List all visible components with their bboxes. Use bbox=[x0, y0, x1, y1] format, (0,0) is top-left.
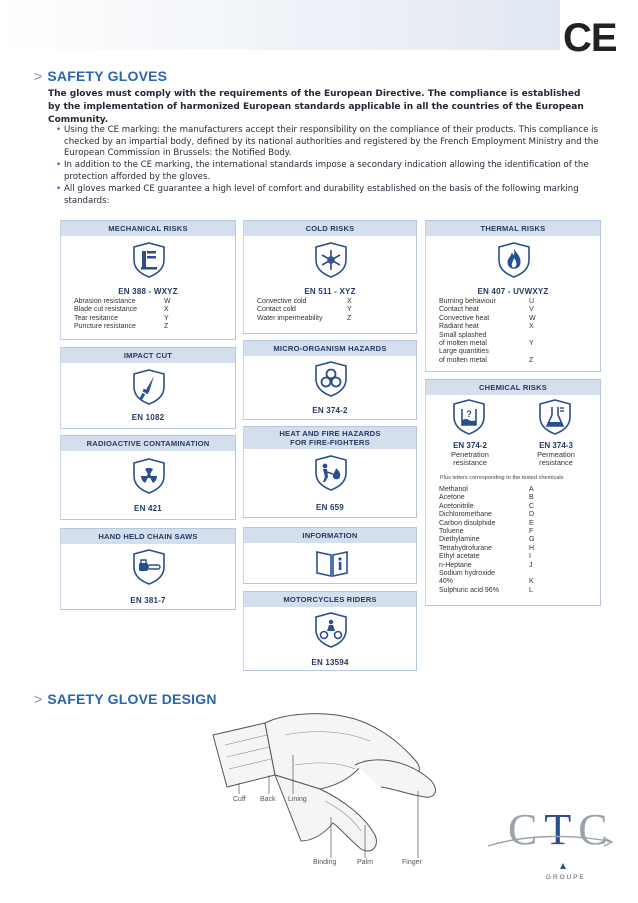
card-mechanical-risks: MECHANICAL RISKS EN 388 - WXYZ Abrasion resistance W Blade cut resistance X Tear resitance Y Puncture resistance Z bbox=[60, 220, 236, 340]
motorcycle-icon bbox=[314, 612, 348, 648]
thermal-rows: Burning behaviour U Contact heat V Convective heat W Radiant heat X Small splashed of molten metal Y Large quantities of molten metal Z bbox=[439, 298, 536, 364]
label-binding: Binding bbox=[313, 859, 337, 866]
logo-groupe: GROUPE bbox=[546, 874, 586, 881]
chemical-rows: Methanol A Acetone B Acetonitrile C Dichloromethane D Carbon disulphide E Toluene F Diethylamine G Tetrahydrofurane H Ethyl acetate I n-Heptane J Sodium hydroxide 40% K Sulphuric acid 96% L bbox=[439, 486, 535, 594]
mechanical-risk-icon bbox=[132, 242, 166, 278]
card-thermal-risks: THERMAL RISKS EN 407 - UVWXYZ Burning behaviour U Contact heat V Convective heat W Radiant heat X Small splashed of molten metal Y Large quantities of molten metal Z bbox=[425, 220, 601, 372]
book-info-icon bbox=[314, 547, 350, 579]
flask-icon bbox=[538, 399, 572, 435]
logo-swoosh bbox=[486, 832, 614, 854]
section-title-safety-gloves: > SAFETY GLOVES bbox=[34, 68, 168, 84]
card-micro-organism: MICRO-ORGANISM HAZARDS EN 374-2 bbox=[243, 340, 417, 420]
bullet-list bbox=[56, 125, 606, 208]
chainsaw-icon bbox=[132, 549, 166, 585]
ctc-logo: CTC bbox=[508, 805, 615, 854]
card-motorcycles-riders: MOTORCYCLES RIDERS EN 13594 bbox=[243, 591, 417, 671]
card-radioactive-contamination: RADIOACTIVE CONTAMINATION EN 421 bbox=[60, 435, 236, 520]
fire-card-title: HEAT AND FIRE HAZARDS FOR FIRE-FIGHTERS bbox=[244, 427, 416, 449]
card-information: INFORMATION bbox=[243, 527, 417, 584]
label-cuff: Cuff bbox=[233, 796, 246, 803]
snowflake-icon bbox=[314, 242, 348, 278]
radiation-icon bbox=[132, 458, 166, 494]
bullet-item: • In addition to the CE marking, the international standards impose a secondary indication allowing the identification of the protection afforded by the gloves. bbox=[56, 160, 606, 183]
label-palm: Palm bbox=[357, 859, 373, 866]
flame-icon bbox=[497, 242, 531, 278]
knife-icon bbox=[132, 369, 166, 405]
bullet-item: • All gloves marked CE guarantee a high level of comfort and durability established on the basis of the following marking standards: bbox=[56, 184, 606, 207]
std-en374-3: EN 374-3 Permeation resistance bbox=[537, 441, 575, 468]
label-lining: Lining bbox=[288, 796, 307, 803]
firefighter-icon bbox=[314, 455, 348, 491]
glove-illustration bbox=[205, 705, 450, 870]
label-back: Back bbox=[260, 796, 276, 803]
ce-mark: CE bbox=[563, 16, 617, 60]
cold-rows: Convective cold X Contact cold Y Water impermeability Z bbox=[257, 298, 352, 322]
intro-text: The gloves must comply with the requirements of the European Directive. The compliance is established by the implementation of harmonized European standards applicable in all the countries of the European Community. bbox=[48, 89, 584, 125]
beaker-question-icon bbox=[452, 399, 486, 435]
card-cold-risks: COLD RISKS EN 511 - XYZ Convective cold X Contact cold Y Water impermeability Z bbox=[243, 220, 417, 334]
svg-text:?: ? bbox=[466, 409, 472, 419]
card-hand-held-chain-saws: HAND HELD CHAIN SAWS EN 381-7 bbox=[60, 528, 236, 610]
bullet-item: • Using the CE marking: the manufacturers accept their responsibility on the compliance of their products. This compliance is checked by an impartial body, defined by its national authorities and registered by the French Employment Ministry and the European Commission in Brussels: the Notified Body. bbox=[56, 125, 606, 160]
std-en374-2: EN 374-2 Penetration resistance bbox=[451, 441, 489, 468]
card-chemical-risks: CHEMICAL RISKS ? EN 374-2 Penetration resistance EN 374-3 Permeation resistance Plus letters corresponding to the tested chemicals Methanol A Acetone B Acetonitrile C Dichloromethane D Carbon disulphide E Toluene F Diethylamine G Tetrahydrofurane H Ethyl acetate I n-Heptane J Sodium hydroxide 40% K Sulphuric acid 96% L bbox=[425, 379, 601, 606]
header-band bbox=[0, 0, 560, 50]
card-impact-cut: IMPACT CUT EN 1082 bbox=[60, 347, 236, 429]
biohazard-icon bbox=[314, 361, 348, 397]
card-heat-fire-hazards: HEAT AND FIRE HAZARDS FOR FIRE-FIGHTERS EN 659 bbox=[243, 426, 417, 518]
section-title-glove-design: > SAFETY GLOVE DESIGN bbox=[34, 691, 217, 707]
mechanical-rows: Abrasion resistance W Blade cut resistance X Tear resitance Y Puncture resistance Z bbox=[74, 298, 171, 331]
label-finger: Finger bbox=[402, 859, 422, 866]
logo-triangle bbox=[560, 863, 566, 869]
